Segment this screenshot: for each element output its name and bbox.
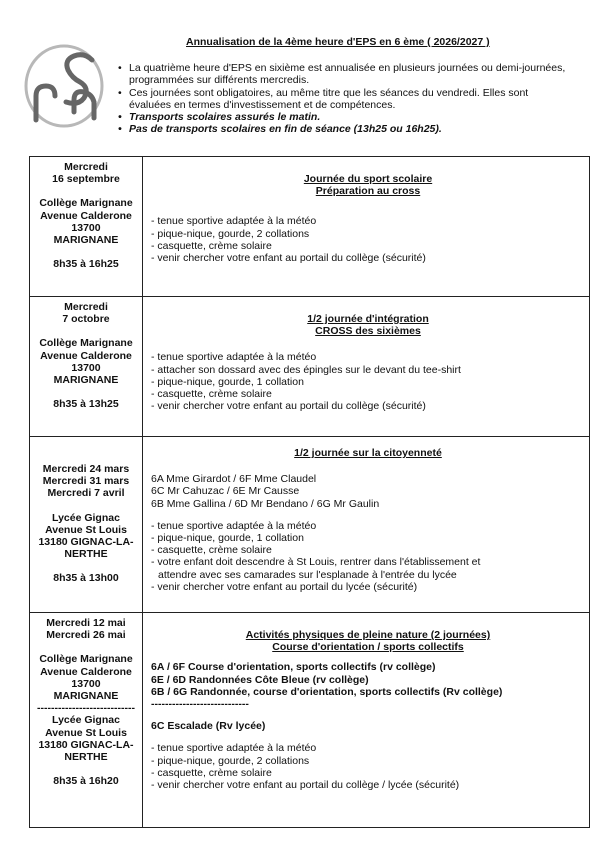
place-line: MARIGNANE (53, 690, 119, 703)
hours: 8h35 à 13h00 (53, 572, 119, 585)
intro-item: • Transports scolaires assurés le matin. (118, 111, 568, 123)
schedule-table (29, 156, 590, 828)
list-item: - tenue sportive adaptée à la météo (151, 215, 317, 228)
intro-item: • Ces journées sont obligatoires, au même titre que les séances du vendredi. Elles sont évaluées en termes d'investissement et de compétences. (118, 87, 568, 112)
list-item: - casquette, crème solaire (151, 544, 272, 557)
place-line: 13700 (71, 677, 101, 690)
list-item-continuation: attendre avec ses camarades sur l'esplanade à l'entrée du lycée (158, 568, 457, 581)
place-line: 13700 (71, 221, 101, 234)
date-line: Mercredi 31 mars (42, 475, 130, 488)
activity-heading: Activités physiques de pleine nature (2 journées) (245, 629, 491, 641)
place-line: Lycée Gignac (52, 714, 120, 727)
list-item: - pique-nique, gourde, 2 collations (151, 754, 310, 767)
activity-heading: Journée du sport scolaire (303, 173, 433, 185)
group-line: 6A / 6F Course d'orientation, sports collectifs (rv collège) (151, 661, 436, 674)
list-item: - pique-nique, gourde, 2 collations (151, 227, 310, 240)
activity-cell (143, 613, 590, 828)
hours: 8h35 à 13h25 (53, 398, 119, 411)
list-item: - venir chercher votre enfant au portail du collège / lycée (sécurité) (151, 779, 460, 792)
hours: 8h35 à 16h25 (53, 258, 119, 271)
activity-subheading: CROSS des sixièmes (315, 325, 421, 338)
date-cell (30, 157, 143, 297)
place-line: Collège Marignane (39, 337, 133, 350)
table-row (30, 157, 590, 297)
intro-list (118, 62, 568, 136)
activity-cell (143, 437, 590, 613)
list-item: - casquette, crème solaire (151, 239, 272, 252)
date-cell (30, 297, 143, 437)
list-item: - votre enfant doit descendre à St Louis, rentrer dans l'établissement et (151, 556, 481, 569)
date-line: Mercredi 12 mai (46, 617, 126, 629)
date-line: Mercredi 26 mai (46, 629, 126, 642)
activity-heading: 1/2 journée d'intégration (307, 313, 429, 325)
place-line: 13700 (71, 361, 101, 374)
date-line: Mercredi (64, 301, 108, 313)
date-cell (30, 437, 143, 613)
date-line: 7 octobre (62, 313, 110, 326)
group-line: 6C Escalade (Rv lycée) (151, 720, 266, 733)
place-line: Avenue St Louis (45, 726, 127, 739)
place-line: Collège Marignane (39, 197, 133, 210)
place-line: NERTHE (64, 548, 108, 561)
group-line: 6B / 6G Randonnée, course d'orientation, sports collectifs (Rv collège) (151, 685, 503, 698)
place-line: 13180 GIGNAC-LA- (38, 738, 134, 751)
date-line: Mercredi (64, 161, 108, 173)
list-item: - tenue sportive adaptée à la météo (151, 742, 317, 755)
date-line: Mercredi 7 avril (47, 487, 125, 500)
table-row (30, 297, 590, 437)
activity-heading: 1/2 journée sur la citoyenneté (294, 447, 442, 459)
school-logo (22, 42, 106, 130)
place-line: Avenue Calderone (40, 209, 132, 222)
page-title: Annualisation de la 4ème heure d'EPS en 6 ème ( 2026/2027 ) (186, 36, 490, 48)
place-line: Lycée Gignac (52, 511, 120, 524)
activity-cell (143, 157, 590, 297)
list-item: - tenue sportive adaptée à la météo (151, 519, 317, 532)
intro-item: • Pas de transports scolaires en fin de séance (13h25 ou 16h25). (118, 123, 568, 135)
place-line: 13180 GIGNAC-LA- (38, 536, 134, 549)
date-cell (30, 613, 143, 828)
place-line: MARIGNANE (53, 374, 119, 387)
list-item: - venir chercher votre enfant au portail du collège (sécurité) (151, 400, 426, 413)
list-item: - venir chercher votre enfant au portail du lycée (sécurité) (151, 580, 418, 593)
hours: 8h35 à 16h20 (53, 775, 119, 788)
list-item: - venir chercher votre enfant au portail du collège (sécurité) (151, 252, 426, 265)
group-line: 6C Mr Cahuzac / 6E Mr Causse (151, 485, 300, 498)
date-line: 16 septembre (52, 173, 120, 186)
place-line: Avenue Calderone (40, 665, 132, 678)
list-item: - casquette, crème solaire (151, 388, 272, 401)
place-line: Avenue St Louis (45, 523, 127, 536)
separator: ---------------------------- (151, 698, 249, 711)
group-line: 6A Mme Girardot / 6F Mme Claudel (151, 473, 317, 486)
group-line: 6E / 6D Randonnées Côte Bleue (rv collège) (151, 673, 369, 686)
group-line: 6B Mme Gallina / 6D Mr Bendano / 6G Mr Gaulin (151, 497, 380, 510)
place-line: Avenue Calderone (40, 349, 132, 362)
table-row (30, 437, 590, 613)
table-row (30, 613, 590, 828)
activity-subheading: Course d'orientation / sports collectifs (272, 641, 464, 654)
activity-cell (143, 297, 590, 437)
list-item: - casquette, crème solaire (151, 766, 272, 779)
date-line: Mercredi 24 mars (42, 463, 130, 475)
activity-subheading: Préparation au cross (315, 185, 421, 198)
list-item: - tenue sportive adaptée à la météo (151, 351, 317, 364)
place-line: NERTHE (64, 751, 108, 764)
list-item: - pique-nique, gourde, 1 collation (151, 375, 304, 388)
separator: ---------------------------- (37, 702, 135, 715)
list-item: - pique-nique, gourde, 1 collation (151, 532, 304, 545)
intro-item: • La quatrième heure d'EPS en sixième est annualisée en plusieurs journées ou demi-journées, programmées sur différents mercredis. (118, 62, 568, 87)
place-line: Collège Marignane (39, 653, 133, 666)
place-line: MARIGNANE (53, 234, 119, 247)
list-item: - attacher son dossard avec des épingles sur le devant du tee-shirt (151, 363, 461, 376)
